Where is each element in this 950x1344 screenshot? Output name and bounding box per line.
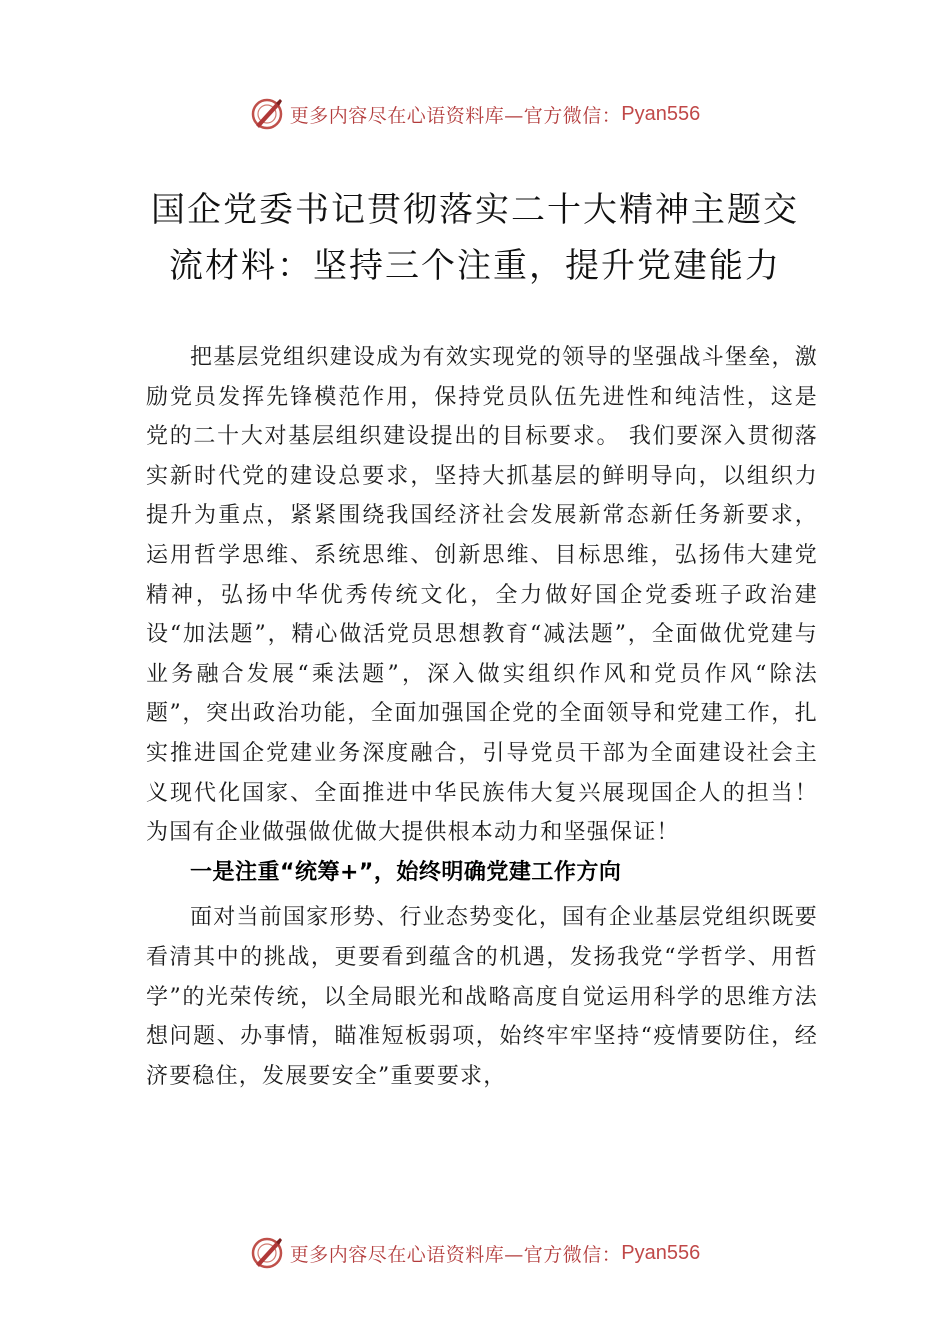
wechat-id: Pyan556 — [621, 102, 701, 125]
footer-banner — [0, 1233, 950, 1273]
banner-text: 更多内容尽在心语资料库—官方微信： — [289, 104, 622, 127]
document-title — [120, 182, 830, 294]
section-1-heading: 一是注重“统筹+”，始终明确党建工作方向 — [190, 859, 622, 885]
banner-text: 更多内容尽在心语资料库—官方微信： — [289, 1243, 622, 1266]
header-banner — [0, 94, 950, 134]
title-line-2: 流材料：坚持三个注重，提升党建能力 — [169, 246, 781, 286]
document-body — [146, 338, 818, 1096]
brush-seal-logo-icon — [250, 97, 284, 131]
brush-seal-logo-icon — [250, 1236, 284, 1270]
section-1-paragraph: 面对当前国家形势、行业态势变化，国有企业基层党组织既要看清其中的挑战，更要看到蕴含的机遇，发扬我党“学哲学、用哲学”的光荣传统，以全局眼光和战略高度自觉运用科学的思维方法想问题、办事情，瞄准短板弱项，始终牢牢坚持“疫情要防住，经济要稳住，发展要安全”重要要求， — [146, 905, 818, 1089]
wechat-id: Pyan556 — [621, 1241, 701, 1264]
intro-paragraph: 把基层党组织建设成为有效实现党的领导的坚强战斗堡垒，激励党员发挥先锋模范作用，保持党员队伍先进性和纯洁性，这是党的二十大对基层组织建设提出的目标要求。 我们要深入贯彻落实新时代党的建设总要求，坚持大抓基层的鲜明导向，以组织力提升为重点，紧紧围绕我国经济社会发展新常态新任务新要求，运用哲学思维、系统思维、创新思维、目标思维，弘扬伟大建党精神，弘扬中华优秀传统文化，全力做好国企党委班子政治建设“加法题”，精心做活党员思想教育“减法题”，全面做优党建与业务融合发展“乘法题”，深入做实组织作风和党员作风“除法题”，突出政治功能，全面加强国企党的全面领导和党建工作，扎实推进国企党建业务深度融合，引导党员干部为全面建设社会主义现代化国家、全面推进中华民族伟大复兴展现国企人的担当！为国有企业做强做优做大提供根本动力和坚强保证！ — [146, 345, 818, 846]
title-line-1: 国企党委书记贯彻落实二十大精神主题交 — [151, 190, 799, 230]
